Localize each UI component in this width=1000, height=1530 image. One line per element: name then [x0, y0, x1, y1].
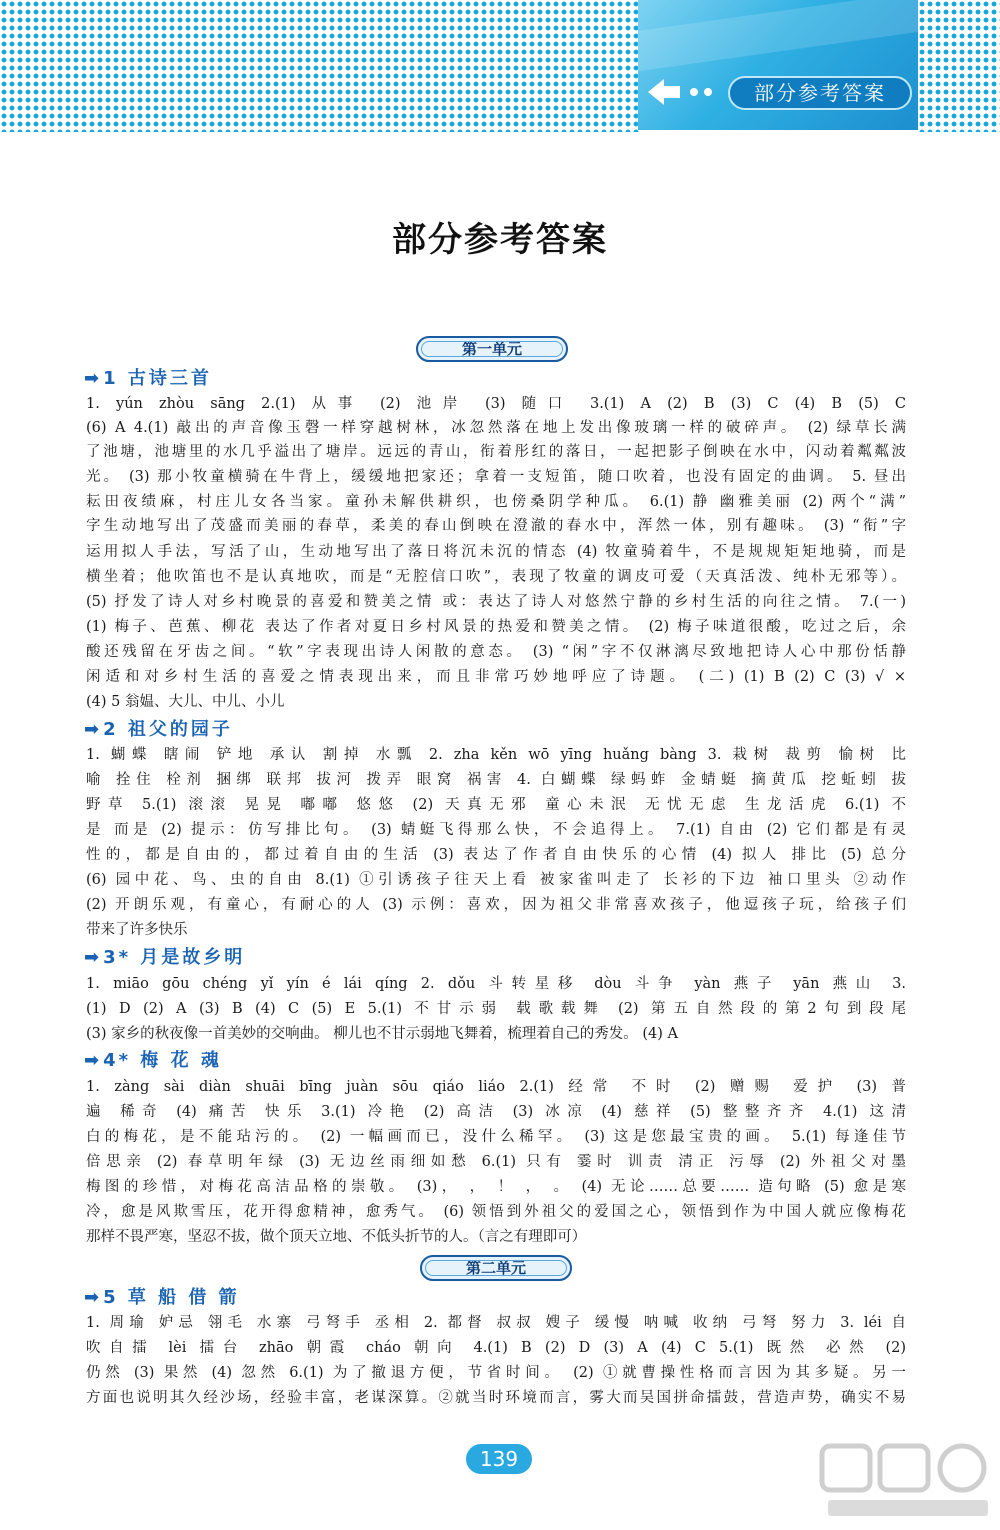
lesson-heading-4: ➡ 4* 梅 花 魂 — [84, 1050, 222, 1071]
answer-line: (6) 园中花、鸟、虫的自由 8.(1) ①引诱孩子往天上看 被家雀叫走了 长衫的下边 袖口里头 ②动作 — [86, 872, 906, 888]
answer-line: 是 而是 (2) 提示：仿写排比句。 (3) 蜻蜓飞得那么快，不会追得上。 7.(1) 自由 (2) 它们都是有灵 — [86, 822, 906, 838]
answer-line: 了池塘，池塘里的水几乎溢出了塘岸。远远的青山，衔着彤红的落日，一起把影子倒映在水中，闪动着粼粼波 — [86, 444, 906, 460]
answer-line: (1) D (2) A (3) B (4) C (5) E 5.(1) 不甘示弱 载歌载舞 (2) 第五自然段的第2句到段尾 — [86, 1001, 906, 1017]
answer-line: 字生动地写出了茂盛而美丽的春草，柔美的春山倒映在澄澈的春水中，浑然一体，别有趣味。 (3) “衔”字 — [86, 518, 906, 534]
lesson-heading-2: ➡ 2 祖父的园子 — [84, 719, 233, 740]
answer-line: 酸还残留在牙齿之间。“软”字表现出诗人闲散的意态。 (3) “闲”字不仅淋漓尽致地把诗人心中那份恬静 — [86, 644, 906, 660]
answer-line: 1. miāo gōu chéng yǐ yín é lái qíng 2. dǒu 斗转星移 dòu 斗争 yàn 燕子 yān 燕山 3. — [86, 976, 906, 992]
answer-line: 带来了许多快乐 — [86, 922, 188, 938]
answer-line: (1) 梅子、芭蕉、柳花 表达了作者对夏日乡村风景的热爱和赞美之情。 (2) 梅子味道很酸，吃过之后，余 — [86, 619, 906, 635]
answer-line: 运用拟人手法，写活了山，生动地写出了落日将沉未沉的情态 (4) 牧童骑着牛，不是规规矩矩地骑，而是 — [86, 544, 906, 560]
answer-line: (3) 家乡的秋夜像一首美妙的交响曲。 柳儿也不甘示弱地飞舞着，梳理着自己的秀发。 (4) A — [86, 1026, 678, 1042]
answer-line: (6) A 4.(1) 敲出的声音像玉磬一样穿越树林，冰忽然落在地上发出像玻璃一样的破碎声。 (2) 绿草长满 — [86, 420, 906, 436]
back-arrow-icon — [646, 76, 720, 108]
answer-line: 梅图的珍惜，对梅花高洁品格的崇敬。 (3)， ， ！ ， 。 (4) 无论……总要…… 造句略 (5) 愈是寒 — [86, 1179, 906, 1195]
answer-line: 白的梅花，是不能玷污的。 (2) 一幅画而已，没什么稀罕。 (3) 这是您最宝贵的画。 5.(1) 每逢佳节 — [86, 1129, 906, 1145]
answer-line: 1. 蝴蝶 瞎闹 铲地 承认 割掉 水瓢 2. zha kěn wō yīng huǎng bàng 3. 栽树 裁剪 愉树 比 — [86, 747, 906, 763]
header-banner — [638, 0, 918, 130]
answer-line: 闲适和对乡村生活的喜爱之情表现出来，而且非常巧妙地呼应了诗题。 (二) (1) B (2) C (3) √ × — [86, 669, 906, 685]
answer-line: 野草 5.(1) 滚滚 晃晃 嘟嘟 悠悠 (2) 天真无邪 童心未泯 无忧无虑 生龙活虎 6.(1) 不 — [86, 797, 906, 813]
answer-line: 方面也说明其久经沙场，经验丰富，老谋深算。②就当时环境而言，雾大而吴国拼命擂鼓，营造声势，确实不易 — [86, 1390, 906, 1406]
section-label: 部分参考答案 — [728, 76, 912, 110]
answer-line: (4) 5 翁媪、大儿、中儿、小儿 — [86, 694, 285, 710]
answer-line: 耘田夜绩麻，村庄儿女各当家。童孙未解供耕织，也傍桑阴学种瓜。 6.(1) 静 幽雅美丽 (2) 两个“满” — [86, 494, 906, 510]
answer-line: 性的，都是自由的，都过着自由的生活 (3) 表达了作者自由快乐的心情 (4) 拟人 排比 (5) 总分 — [86, 847, 906, 863]
answer-line: (2) 开朗乐观，有童心，有耐心的人 (3) 示例：喜欢，因为祖父非常喜欢孩子，他逗孩子玩，给孩子们 — [86, 897, 906, 913]
answer-line: 吹自擂 lèi 擂台 zhāo 朝霞 cháo 朝向 4.(1) B (2) D (3) A (4) C 5.(1) 既然 必然 (2) — [86, 1340, 906, 1356]
lesson-heading-1: ➡ 1 古诗三首 — [84, 368, 212, 389]
answer-line: 倍思亲 (2) 春草明年绿 (3) 无边丝雨细如愁 6.(1) 只有 霎时 训责 清正 污辱 (2) 外祖父对墨 — [86, 1154, 906, 1170]
unit-heading-1: 第一单元 — [416, 336, 568, 362]
watermark-logo — [818, 1440, 994, 1524]
answer-line: 遍 稀奇 (4) 痛苦 快乐 3.(1) 冷艳 (2) 高洁 (3) 冰凉 (4) 慈祥 (5) 整整齐齐 4.(1) 这清 — [86, 1104, 906, 1120]
header-dot-pattern-right — [918, 0, 1000, 132]
page-number: 139 — [466, 1444, 532, 1474]
answer-line: 喻 拴住 栓剂 捆绑 联邦 拔河 拨弄 眼窝 祸害 4. 白蝴蝶 绿蚂蚱 金蜻蜓 摘黄瓜 挖蚯蚓 拔 — [86, 772, 906, 788]
answer-line: 横坐着；他吹笛也不是认真地吹，而是“无腔信口吹”，表现了牧童的调皮可爱（天真活泼、纯朴无邪等）。 — [86, 569, 906, 585]
answer-line: 1. zàng sài diàn shuāi bīng juàn sōu qiáo liáo 2.(1) 经常 不时 (2) 赠赐 爱护 (3) 普 — [86, 1079, 906, 1095]
answer-line: 1. yún zhòu sāng 2.(1) 从事 (2) 池岸 (3) 随口 3.(1) A (2) B (3) C (4) B (5) C — [86, 396, 906, 412]
answer-line: 冷，愈是风欺雪压，花开得愈精神，愈秀气。 (6) 领悟到外祖父的爱国之心，领悟到作为中国人就应像梅花 — [86, 1204, 906, 1220]
lesson-heading-5: ➡ 5 草 船 借 箭 — [84, 1287, 240, 1308]
lesson-heading-3: ➡ 3* 月是故乡明 — [84, 947, 246, 968]
unit-heading-2: 第二单元 — [420, 1255, 572, 1281]
answer-line: 仍然 (3) 果然 (4) 忽然 6.(1) 为了撤退方便，节省时间。 (2) ①就曹操性格而言因为其多疑。另一 — [86, 1365, 906, 1381]
answer-line: 光。 (3) 那小牧童横骑在牛背上，缓缓地把家还；拿着一支短笛，随口吹着，也没有固定的曲调。 5. 昼出 — [86, 469, 906, 485]
page-title: 部分参考答案 — [392, 220, 608, 260]
header-dot-pattern — [0, 0, 640, 132]
answer-line: 1. 周瑜 妒忌 翎毛 水寨 弓弩手 丞相 2. 都督 叔叔 嫂子 缓慢 呐喊 收纳 弓弩 努力 3. léi 自 — [86, 1315, 906, 1331]
answer-line: (5) 抒发了诗人对乡村晚景的喜爱和赞美之情 或：表达了诗人对悠然宁静的乡村生活的向往之情。 7.(一) — [86, 594, 906, 610]
answer-line: 那样不畏严寒，坚忍不拔，做个顶天立地、不低头折节的人。（言之有理即可） — [86, 1229, 587, 1245]
